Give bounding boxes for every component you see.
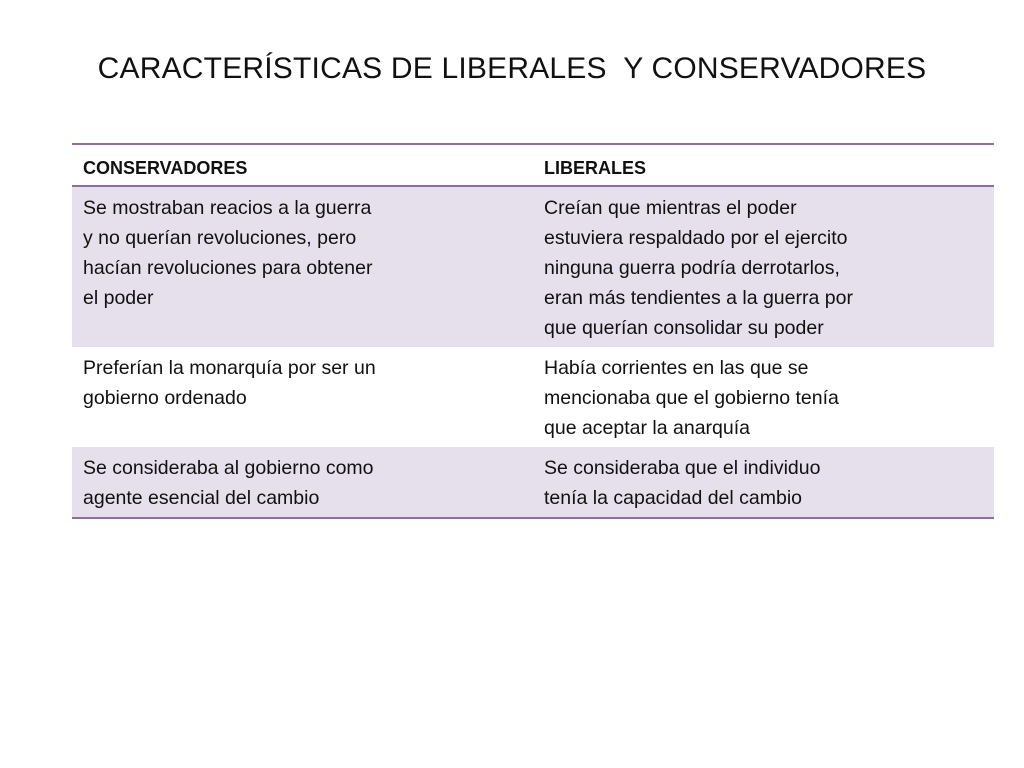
cell-text: Se consideraba que el individuo tenía la capacidad del cambio bbox=[544, 457, 821, 509]
cell-text: Preferían la monarquía por ser un gobierno ordenado bbox=[83, 357, 376, 409]
slide-title: CARACTERÍSTICAS DE LIBERALES Y CONSERVADORES bbox=[97, 52, 927, 85]
comparison-table bbox=[72, 143, 994, 519]
cell-conservadores bbox=[72, 447, 533, 518]
header-conservadores: CONSERVADORES bbox=[72, 144, 533, 186]
cell-text: Había corrientes en las que se mencionaba que el gobierno tenía que aceptar la anarquía bbox=[544, 357, 839, 439]
cell-text: Se consideraba al gobierno como agente esencial del cambio bbox=[83, 457, 374, 509]
cell-liberales bbox=[533, 347, 994, 447]
cell-conservadores bbox=[72, 186, 533, 347]
table-row bbox=[72, 447, 994, 518]
cell-liberales bbox=[533, 447, 994, 518]
cell-liberales bbox=[533, 186, 994, 347]
cell-text: Se mostraban reacios a la guerra y no querían revoluciones, pero hacían revoluciones para obtener el poder bbox=[83, 197, 373, 309]
table-row bbox=[72, 186, 994, 347]
cell-conservadores bbox=[72, 347, 533, 447]
cell-text: Creían que mientras el poder estuviera respaldado por el ejercito ninguna guerra podría derrotarlos, eran más tendientes a la guerra por que querían consolidar su poder bbox=[544, 197, 853, 339]
table-row bbox=[72, 347, 994, 447]
header-row bbox=[72, 144, 994, 186]
header-liberales: LIBERALES bbox=[533, 144, 994, 186]
